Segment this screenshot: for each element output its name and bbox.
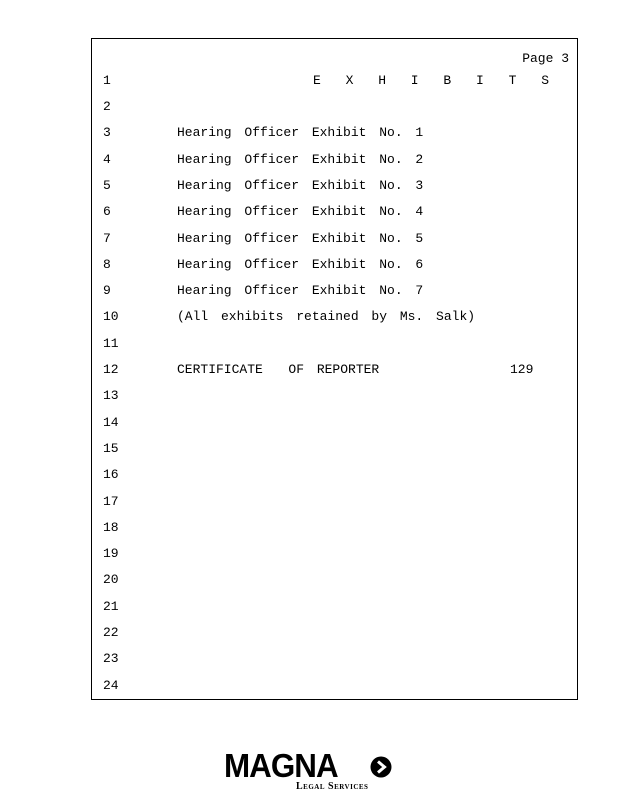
transcript-line: [92, 71, 577, 91]
exhibit-entry: Hearing Officer Exhibit No. 7: [177, 283, 424, 298]
line-number: 5: [103, 178, 111, 193]
line-number: 10: [103, 309, 119, 324]
line-number: 7: [103, 231, 111, 246]
line-number: 16: [103, 467, 119, 482]
transcript-line: [92, 597, 577, 617]
line-number: 18: [103, 520, 119, 535]
transcript-line: [92, 492, 577, 512]
transcript-line: [92, 465, 577, 485]
transcript-line: [92, 123, 577, 143]
line-number: 3: [103, 125, 111, 140]
line-number: 2: [103, 99, 111, 114]
line-number: 19: [103, 546, 119, 561]
page-number: Page 3: [522, 51, 569, 66]
transcript-line: [92, 255, 577, 275]
transcript-line: [92, 439, 577, 459]
transcript-line: [92, 360, 577, 380]
magna-logo: [224, 749, 396, 793]
line-number: 12: [103, 362, 119, 377]
exhibit-entry: Hearing Officer Exhibit No. 3: [177, 178, 424, 193]
transcript-line: [92, 307, 577, 327]
transcript-line: [92, 176, 577, 196]
exhibit-entry: Hearing Officer Exhibit No. 1: [177, 125, 424, 140]
line-number: 11: [103, 336, 119, 351]
certificate-page-ref: 129: [510, 362, 534, 377]
exhibits-heading: E X H I B I T S: [313, 73, 556, 88]
line-number: 6: [103, 204, 111, 219]
line-number: 20: [103, 572, 119, 587]
transcript-line: [92, 97, 577, 117]
transcript-line: [92, 386, 577, 406]
exhibit-entry: Hearing Officer Exhibit No. 5: [177, 231, 424, 246]
logo-wordmark: MAGNA: [224, 747, 338, 784]
transcript-line: [92, 150, 577, 170]
logo-tagline: Legal Services: [296, 781, 369, 792]
exhibit-entry: Hearing Officer Exhibit No. 2: [177, 152, 424, 167]
line-number: 17: [103, 494, 119, 509]
line-number: 8: [103, 257, 111, 272]
exhibit-entry: Hearing Officer Exhibit No. 4: [177, 204, 424, 219]
transcript-line: [92, 518, 577, 538]
transcript-line: [92, 649, 577, 669]
exhibit-note: (All exhibits retained by Ms. Salk): [177, 309, 476, 324]
line-number: 13: [103, 388, 119, 403]
transcript-line: [92, 281, 577, 301]
transcript-line: [92, 413, 577, 433]
line-number: 22: [103, 625, 119, 640]
exhibit-entry: Hearing Officer Exhibit No. 6: [177, 257, 424, 272]
transcript-line: [92, 676, 577, 696]
line-number: 4: [103, 152, 111, 167]
chevron-right-icon: [370, 756, 392, 778]
transcript-line: [92, 202, 577, 222]
line-number: 14: [103, 415, 119, 430]
line-number: 15: [103, 441, 119, 456]
transcript-page: [91, 38, 578, 700]
line-number: 21: [103, 599, 119, 614]
transcript-line: [92, 623, 577, 643]
transcript-line: [92, 334, 577, 354]
line-number: 9: [103, 283, 111, 298]
transcript-line: [92, 570, 577, 590]
transcript-line: [92, 544, 577, 564]
line-number: 1: [103, 73, 111, 88]
certificate-entry: CERTIFICATE OF REPORTER: [177, 362, 380, 377]
line-number: 24: [103, 678, 119, 693]
line-number: 23: [103, 651, 119, 666]
transcript-line: [92, 229, 577, 249]
